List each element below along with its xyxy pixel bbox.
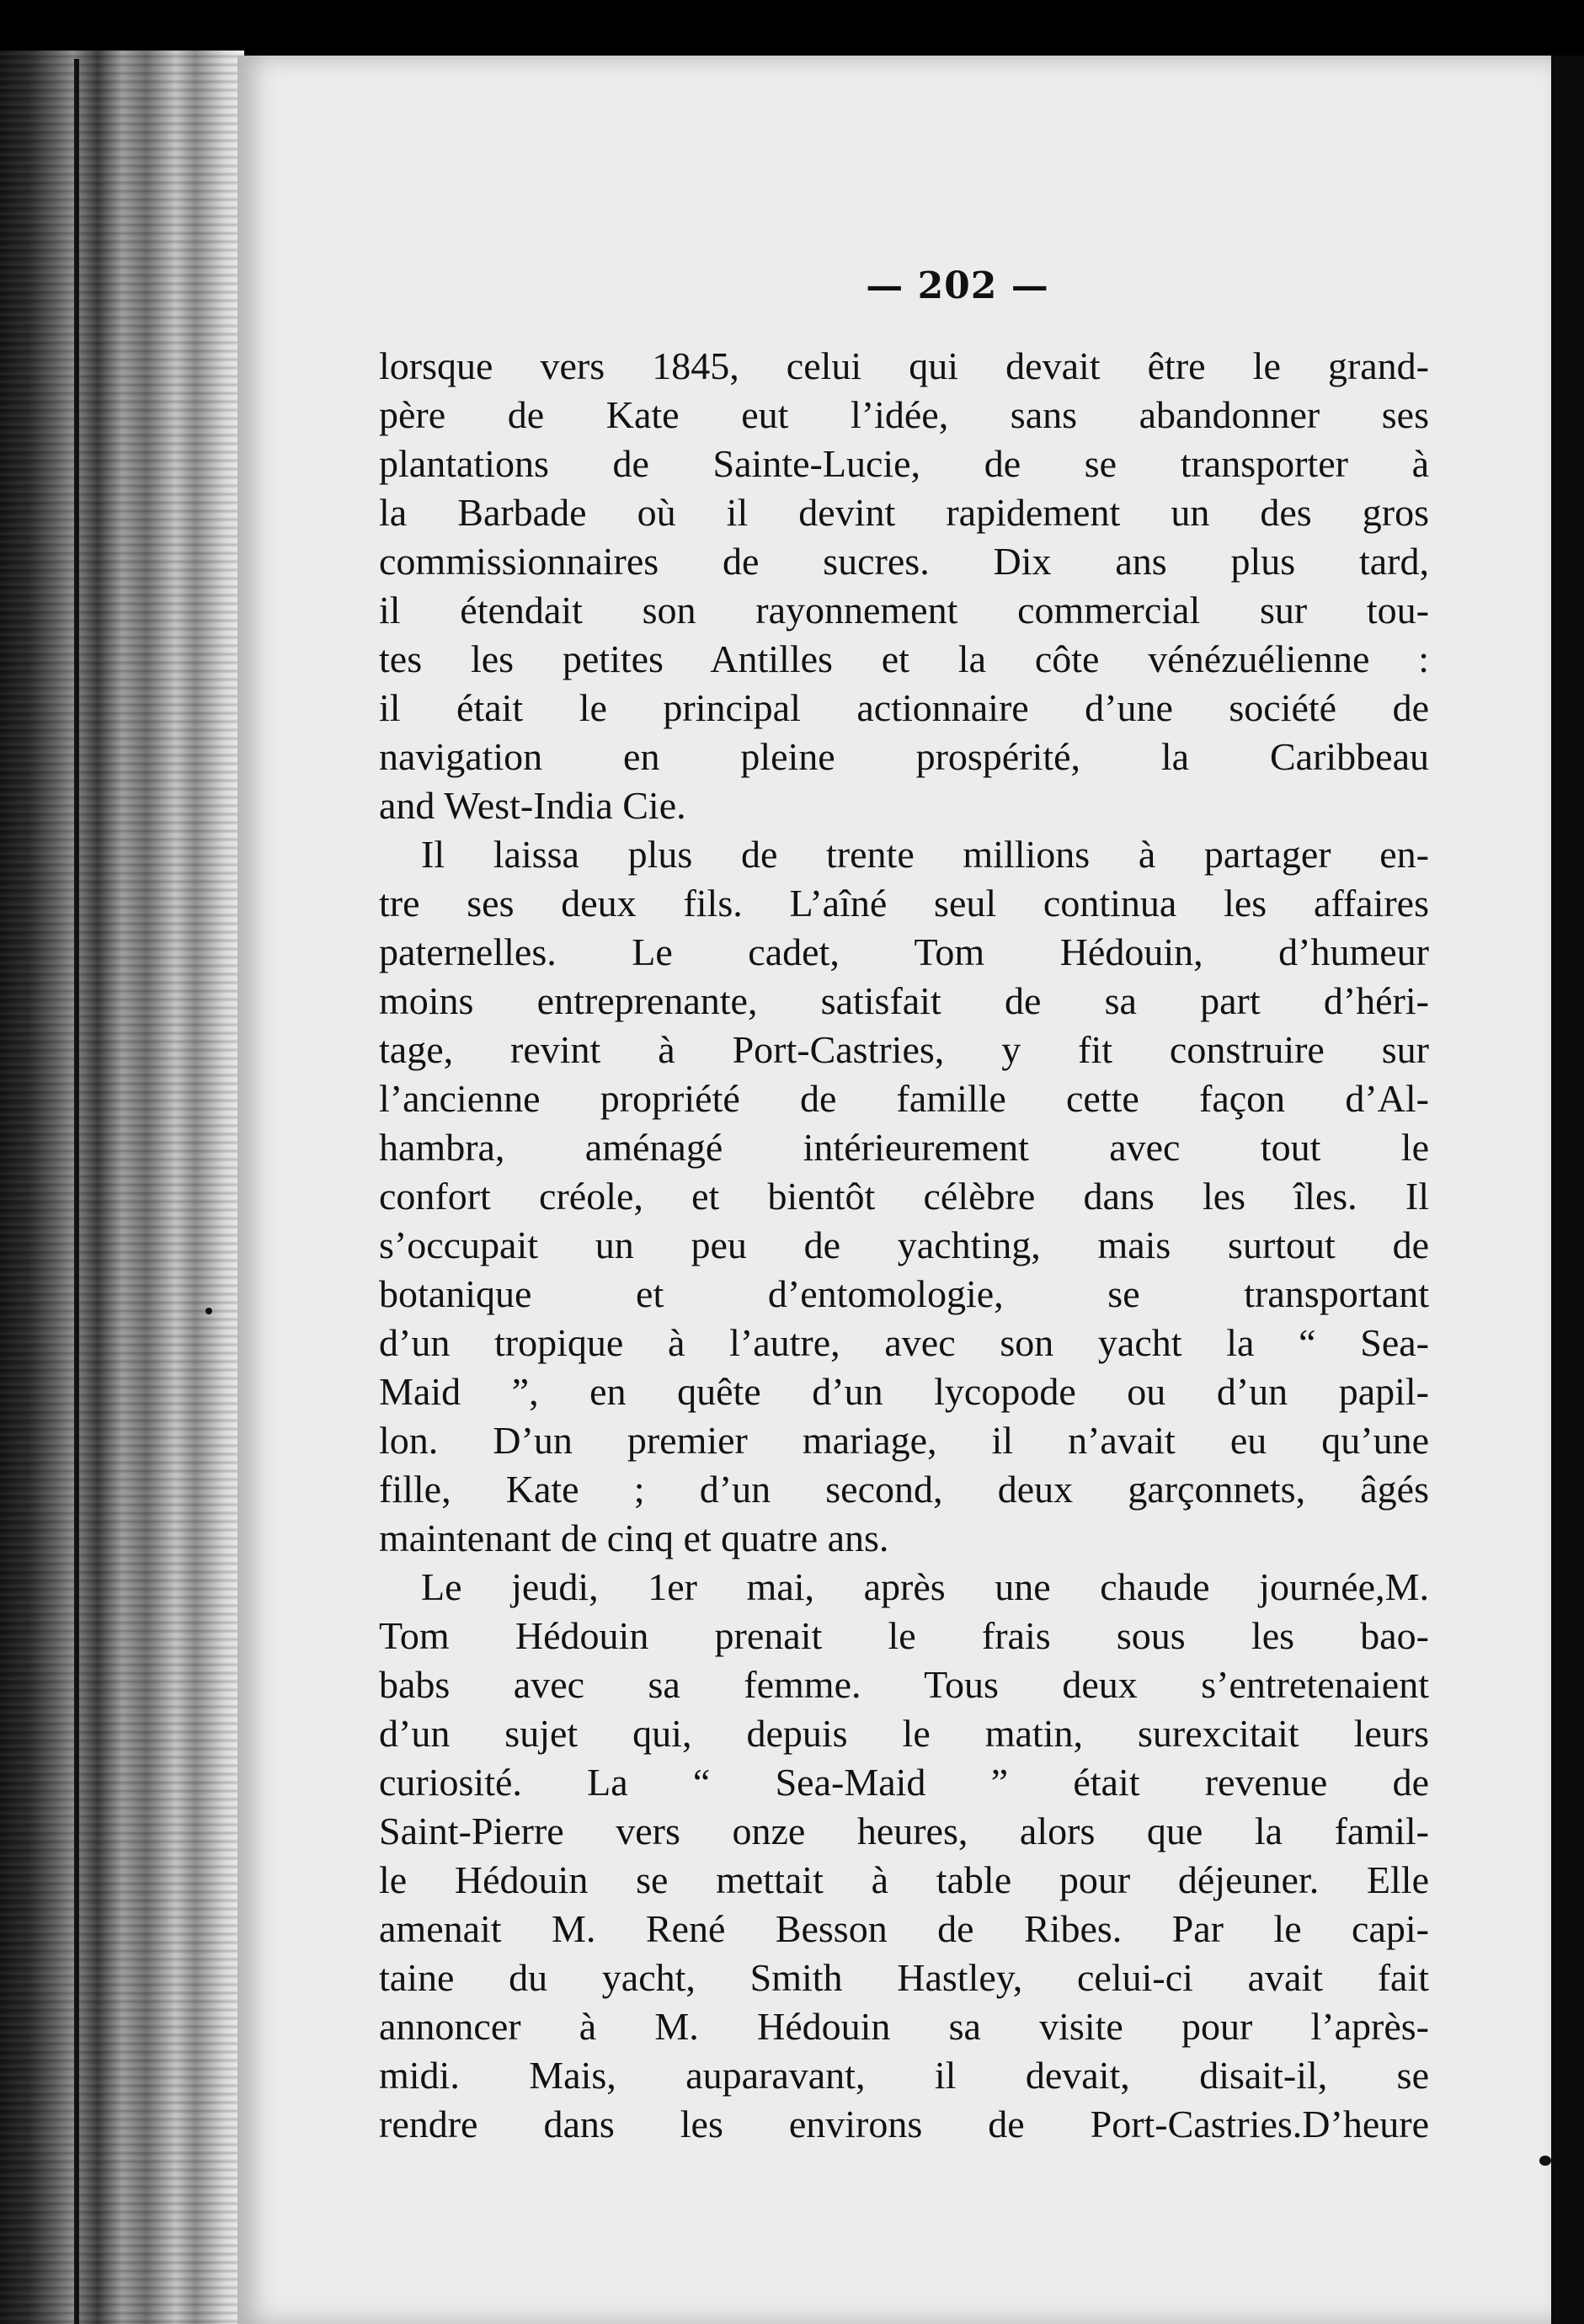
text-line: l’ancienne propriété de famille cette façon d’Al- bbox=[379, 1077, 1429, 1120]
page-paper bbox=[237, 56, 1551, 2324]
text-line: and West-India Cie. bbox=[379, 784, 686, 827]
text-line: il étendait son rayonnement commercial sur tou- bbox=[379, 589, 1429, 632]
text-line: rendre dans les environs de Port-Castries.D’heure bbox=[379, 2103, 1429, 2145]
page-number: — 202 — bbox=[866, 264, 1049, 307]
text-line: s’occupait un peu de yachting, mais surtout de bbox=[379, 1223, 1429, 1266]
text-line: fille, Kate ; d’un second, deux garçonnets, âgés bbox=[379, 1468, 1429, 1511]
text-line: Tom Hédouin prenait le frais sous les bao- bbox=[379, 1614, 1429, 1657]
text-line: d’un tropique à l’autre, avec son yacht la “ Sea- bbox=[379, 1321, 1429, 1364]
text-line: navigation en pleine prospérité, la Caribbeau bbox=[379, 735, 1429, 778]
scan-speck bbox=[205, 1308, 212, 1314]
binding-shadow-line bbox=[74, 59, 79, 2324]
text-line: moins entreprenante, satisfait de sa part d’héri- bbox=[379, 979, 1429, 1022]
text-line: d’un sujet qui, depuis le matin, surexcitait leurs bbox=[379, 1712, 1429, 1755]
text-line: lon. D’un premier mariage, il n’avait eu qu’une bbox=[379, 1419, 1429, 1462]
text-line: annoncer à M. Hédouin sa visite pour l’après- bbox=[379, 2005, 1429, 2048]
book-binding-edge bbox=[0, 51, 244, 2324]
text-line: plantations de Sainte-Lucie, de se transporter à bbox=[379, 442, 1429, 485]
text-line: le Hédouin se mettait à table pour déjeuner. Elle bbox=[379, 1858, 1429, 1901]
text-line: commissionnaires de sucres. Dix ans plus tard, bbox=[379, 540, 1429, 583]
text-line: amenait M. René Besson de Ribes. Par le capi- bbox=[379, 1907, 1429, 1950]
scan-speck bbox=[1539, 2156, 1551, 2166]
scan-right-border bbox=[1551, 56, 1584, 2324]
text-line: tes les petites Antilles et la côte vénézuélienne : bbox=[379, 637, 1429, 680]
text-line: Le jeudi, 1er mai, après une chaude journée,M. bbox=[421, 1565, 1429, 1608]
text-line: paternelles. Le cadet, Tom Hédouin, d’humeur bbox=[379, 930, 1429, 973]
text-line: confort créole, et bientôt célèbre dans les îles. Il bbox=[379, 1175, 1429, 1218]
text-line: Saint-Pierre vers onze heures, alors que la famil- bbox=[379, 1810, 1429, 1852]
text-line: la Barbade où il devint rapidement un des gros bbox=[379, 491, 1429, 534]
text-line: tage, revint à Port-Castries, y fit construire sur bbox=[379, 1028, 1429, 1071]
text-line: tre ses deux fils. L’aîné seul continua les affaires bbox=[379, 882, 1429, 925]
text-line: lorsque vers 1845, celui qui devait être le grand- bbox=[379, 344, 1429, 387]
text-line: taine du yacht, Smith Hastley, celui-ci avait fait bbox=[379, 1956, 1429, 1999]
text-line: il était le principal actionnaire d’une société de bbox=[379, 686, 1429, 729]
text-line: babs avec sa femme. Tous deux s’entretenaient bbox=[379, 1663, 1429, 1706]
text-line: Maid ”, en quête d’un lycopode ou d’un papil- bbox=[379, 1370, 1429, 1413]
text-line: Il laissa plus de trente millions à partager en- bbox=[421, 833, 1429, 876]
text-line: hambra, aménagé intérieurement avec tout le bbox=[379, 1126, 1429, 1169]
text-line: curiosité. La “ Sea-Maid ” était revenue de bbox=[379, 1761, 1429, 1804]
text-line: père de Kate eut l’idée, sans abandonner ses bbox=[379, 393, 1429, 436]
body-text bbox=[379, 342, 1429, 2149]
text-line: maintenant de cinq et quatre ans. bbox=[379, 1516, 889, 1559]
text-line: botanique et d’entomologie, se transportant bbox=[379, 1272, 1429, 1315]
text-line: midi. Mais, auparavant, il devait, disait-il, se bbox=[379, 2054, 1429, 2097]
